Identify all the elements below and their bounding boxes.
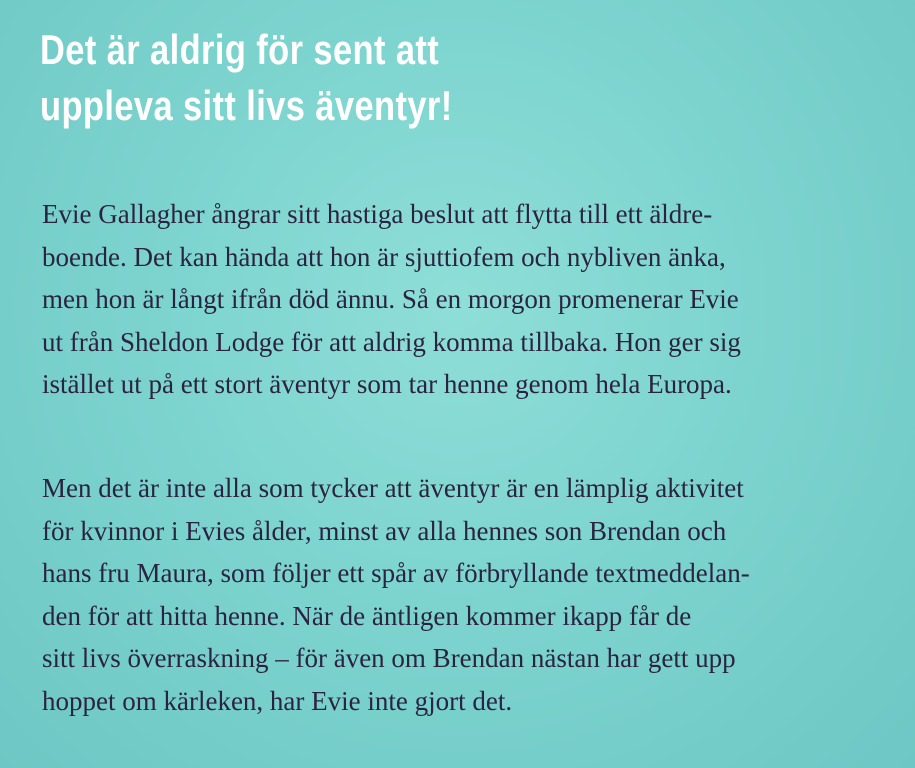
text-line: hans fru Maura, som följer ett spår av förbryllande textmeddelan-	[42, 558, 750, 588]
text-line: Men det är inte alla som tycker att äventyr är en lämplig aktivitet	[42, 473, 744, 503]
text-line: boende. Det kan hända att hon är sjuttiofem och nybliven änka,	[42, 241, 726, 272]
blurb-paragraph-2	[42, 467, 902, 722]
text-line: hoppet om kärleken, har Evie inte gjort det.	[42, 685, 513, 716]
text-line: istället ut på ett stort äventyr som tar henne genom hela Europa.	[42, 369, 732, 399]
text-line: den för att hitta henne. När de äntligen kommer ikapp får de	[42, 600, 692, 631]
text-line: Evie Gallagher ångrar sitt hastiga beslut att flytta till ett äldre-	[42, 199, 713, 229]
headline-line: Det är aldrig för sent att	[40, 26, 440, 73]
blurb-paragraph-1	[42, 193, 902, 406]
headline	[40, 22, 614, 134]
headline-line: uppleva sitt livs äventyr!	[40, 82, 453, 129]
text-line: sitt livs överraskning – för även om Brendan nästan har gett upp	[42, 643, 736, 673]
text-line: ut från Sheldon Lodge för att aldrig komma tillbaka. Hon ger sig	[42, 326, 741, 357]
text-line: för kvinnor i Evies ålder, minst av alla hennes son Brendan och	[42, 515, 727, 546]
text-line: men hon är långt ifrån död ännu. Så en morgon promenerar Evie	[42, 284, 739, 314]
